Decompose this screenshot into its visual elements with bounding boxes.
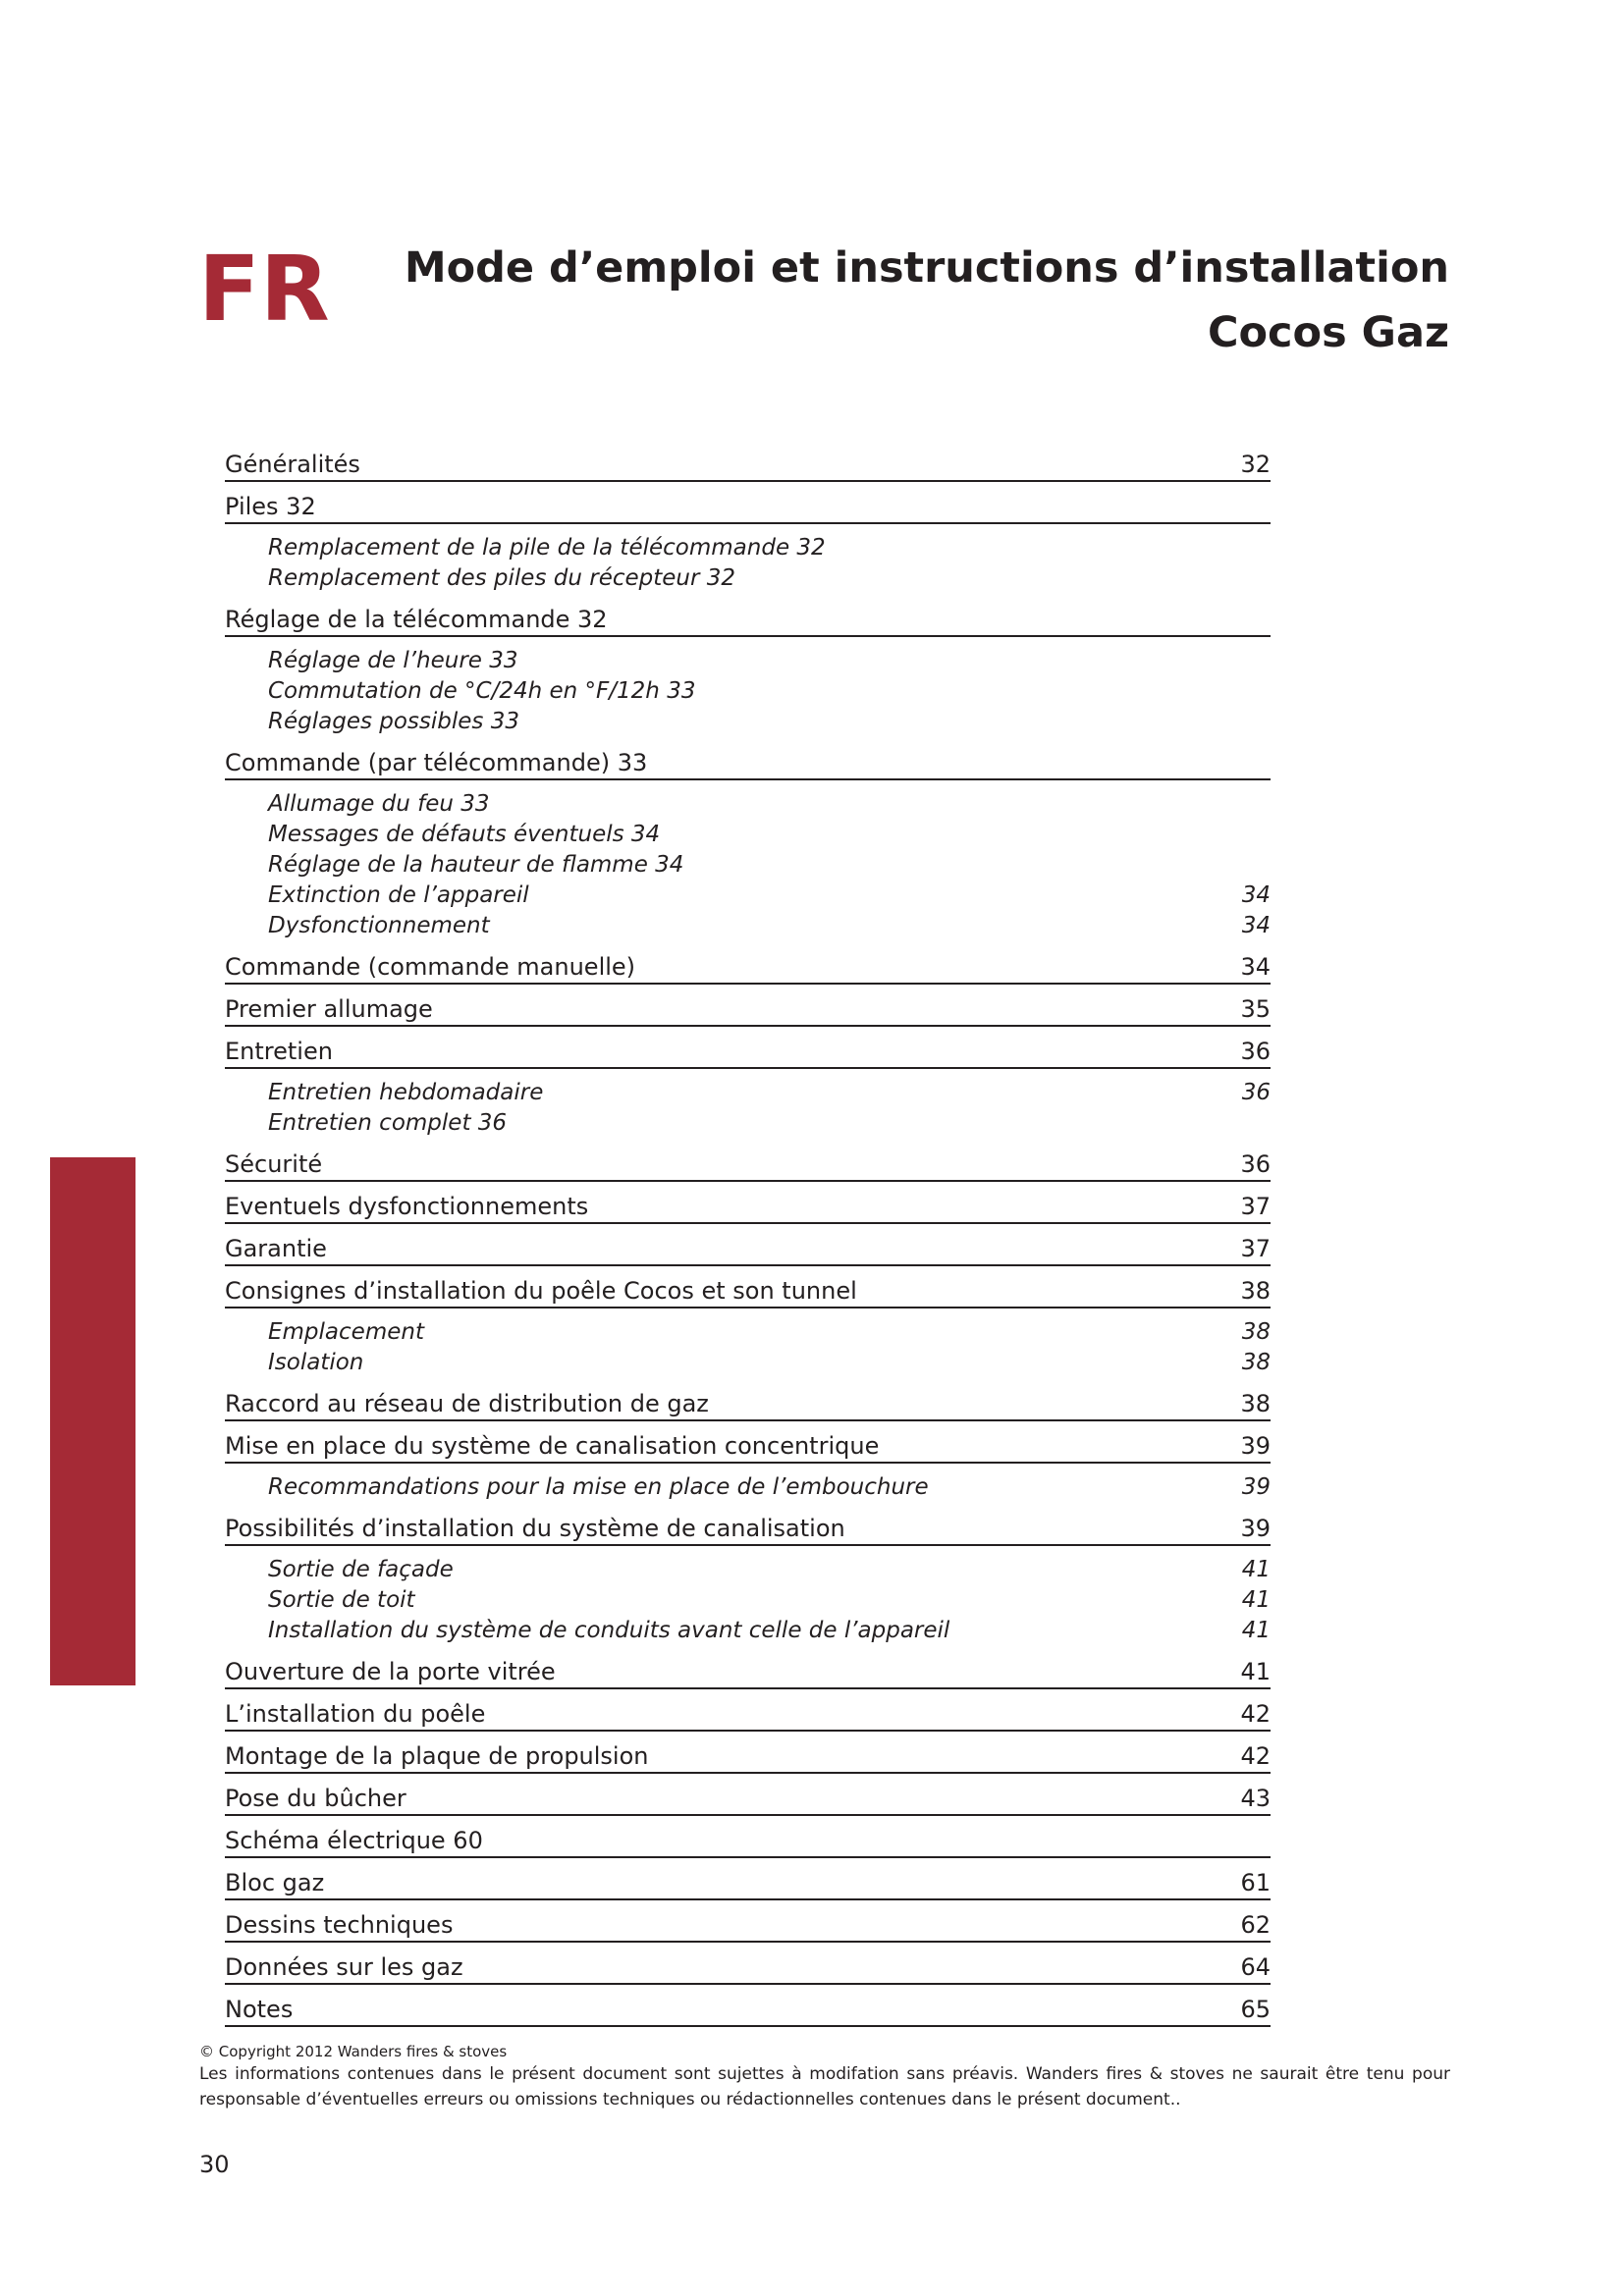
- toc-subentry-page: 34: [1241, 913, 1271, 938]
- toc-entry-page: 62: [1240, 1911, 1271, 1939]
- toc-entry-page: 38: [1240, 1390, 1271, 1417]
- document-title: [405, 236, 1449, 365]
- toc-entry-label: Eventuels dysfonctionnements: [225, 1193, 589, 1220]
- toc-entry[interactable]: [225, 740, 1271, 780]
- toc-subentry[interactable]: [225, 910, 1271, 940]
- toc-subentry-label: Dysfonctionnement: [268, 913, 490, 938]
- toc-subentry-label: Réglages possibles 33: [268, 709, 519, 734]
- copyright-notice: © Copyright 2012 Wanders fires & stoves: [199, 2043, 508, 2060]
- toc-entry-page: 41: [1240, 1658, 1271, 1685]
- toc-subentry[interactable]: [225, 849, 1271, 880]
- toc-entry-label: Pose du bûcher: [225, 1785, 406, 1812]
- toc-entry[interactable]: [225, 1860, 1271, 1900]
- toc-entry[interactable]: [225, 1987, 1271, 2027]
- toc-entry-page: 43: [1240, 1785, 1271, 1812]
- toc-entry[interactable]: [225, 944, 1271, 985]
- toc-entry-page: 42: [1240, 1742, 1271, 1770]
- toc-subsection-group: [225, 780, 1271, 942]
- toc-subentry-label: Commutation de °C/24h en °F/12h 33: [268, 678, 696, 704]
- table-of-contents: [225, 440, 1271, 2027]
- toc-entry-page: 42: [1240, 1700, 1271, 1728]
- toc-subentry-page: 38: [1241, 1319, 1271, 1345]
- toc-entry-page: 32: [1240, 451, 1271, 478]
- toc-subentry-label: Réglage de la hauteur de flamme 34: [268, 852, 684, 878]
- toc-subentry[interactable]: [225, 1107, 1271, 1138]
- toc-subentry-page: 39: [1241, 1474, 1271, 1500]
- toc-subentry-page: 36: [1241, 1080, 1271, 1105]
- toc-subsection-group: [225, 1546, 1271, 1647]
- toc-subentry[interactable]: [225, 675, 1271, 706]
- toc-subentry[interactable]: [225, 562, 1271, 593]
- toc-entry[interactable]: [225, 1691, 1271, 1732]
- toc-entry-label: Données sur les gaz: [225, 1953, 463, 1981]
- toc-subentry-label: Entretien hebdomadaire: [268, 1080, 544, 1105]
- toc-entry-label: Entretien: [225, 1038, 333, 1065]
- toc-entry-label: Ouverture de la porte vitrée: [225, 1658, 556, 1685]
- toc-subentry-label: Messages de défauts éventuels 34: [268, 822, 661, 847]
- toc-subentry-label: Remplacement des piles du récepteur 32: [268, 565, 736, 591]
- toc-subentry[interactable]: [225, 819, 1271, 849]
- toc-entry-page: 34: [1240, 953, 1271, 981]
- toc-entry-label: Consignes d’installation du poêle Cocos et son tunnel: [225, 1277, 857, 1305]
- toc-entry[interactable]: [225, 442, 1271, 482]
- footer: [199, 2042, 1450, 2112]
- toc-subentry-label: Emplacement: [268, 1319, 424, 1345]
- toc-subentry-page: 41: [1241, 1557, 1271, 1582]
- page-number: 30: [199, 2151, 230, 2178]
- toc-entry-label: Bloc gaz: [225, 1869, 325, 1896]
- toc-entry-label: Premier allumage: [225, 995, 433, 1023]
- toc-entry-label: Garantie: [225, 1235, 327, 1262]
- toc-subentry[interactable]: [225, 1471, 1271, 1502]
- toc-entry-label: Piles 32: [225, 493, 316, 520]
- toc-entry-page: 39: [1240, 1515, 1271, 1542]
- toc-subentry[interactable]: [225, 1554, 1271, 1584]
- toc-subentry-page: 34: [1241, 882, 1271, 908]
- toc-entry-label: Notes: [225, 1996, 294, 2023]
- toc-subentry[interactable]: [225, 1615, 1271, 1645]
- toc-entry-page: 64: [1240, 1953, 1271, 1981]
- toc-entry[interactable]: [225, 1226, 1271, 1266]
- toc-entry-page: 36: [1240, 1150, 1271, 1178]
- toc-subentry-label: Entretien complet 36: [268, 1110, 508, 1136]
- toc-entry[interactable]: [225, 484, 1271, 524]
- disclaimer-text: Les informations contenues dans le présent document sont sujettes à modifation sans préavis. Wanders fires & stoves ne saurait être tenu pour responsable d’éventuelles erreurs ou omissions techniques ou rédactionnelles contenues dans le présent document..: [199, 2064, 1450, 2109]
- toc-subentry-label: Isolation: [268, 1350, 364, 1375]
- toc-subentry-label: Installation du système de conduits avant celle de l’appareil: [268, 1618, 950, 1643]
- title-line-2: Cocos Gaz: [1207, 308, 1449, 357]
- toc-subentry[interactable]: [225, 645, 1271, 675]
- toc-subentry-page: 41: [1241, 1618, 1271, 1643]
- toc-subentry-label: Recommandations pour la mise en place de l’embouchure: [268, 1474, 929, 1500]
- toc-subentry[interactable]: [225, 1347, 1271, 1377]
- toc-entry[interactable]: [225, 1649, 1271, 1689]
- language-code: FR: [198, 237, 330, 342]
- toc-subentry-label: Allumage du feu 33: [268, 791, 490, 817]
- toc-subsection-group: [225, 637, 1271, 738]
- toc-entry[interactable]: [225, 1776, 1271, 1816]
- toc-entry[interactable]: [225, 1734, 1271, 1774]
- toc-entry[interactable]: [225, 1902, 1271, 1943]
- toc-entry-page: 36: [1240, 1038, 1271, 1065]
- toc-subentry[interactable]: [225, 880, 1271, 910]
- toc-entry[interactable]: [225, 1506, 1271, 1546]
- toc-subsection-group: [225, 1308, 1271, 1379]
- toc-entry-page: 38: [1240, 1277, 1271, 1305]
- toc-subentry[interactable]: [225, 1316, 1271, 1347]
- toc-subentry-page: 38: [1241, 1350, 1271, 1375]
- toc-entry-page: 39: [1240, 1432, 1271, 1460]
- toc-subentry[interactable]: [225, 788, 1271, 819]
- toc-subsection-group: [225, 524, 1271, 595]
- toc-entry[interactable]: [225, 1142, 1271, 1182]
- toc-entry[interactable]: [225, 1184, 1271, 1224]
- toc-subentry-label: Sortie de toit: [268, 1587, 415, 1613]
- toc-subentry-page: 41: [1241, 1587, 1271, 1613]
- toc-entry-label: Commande (commande manuelle): [225, 953, 636, 981]
- toc-entry-label: L’installation du poêle: [225, 1700, 486, 1728]
- toc-subentry[interactable]: [225, 1584, 1271, 1615]
- toc-entry-label: Mise en place du système de canalisation concentrique: [225, 1432, 880, 1460]
- toc-entry-label: Commande (par télécommande) 33: [225, 749, 648, 776]
- toc-subentry-label: Remplacement de la pile de la télécommande 32: [268, 535, 826, 561]
- toc-entry-label: Généralités: [225, 451, 360, 478]
- toc-entry-label: Possibilités d’installation du système de canalisation: [225, 1515, 845, 1542]
- toc-subentry[interactable]: [225, 706, 1271, 736]
- toc-subentry-label: Réglage de l’heure 33: [268, 648, 518, 673]
- toc-entry[interactable]: [225, 1945, 1271, 1985]
- toc-entry-page: 37: [1240, 1193, 1271, 1220]
- toc-subentry-label: Sortie de façade: [268, 1557, 454, 1582]
- toc-entry-label: Raccord au réseau de distribution de gaz: [225, 1390, 709, 1417]
- toc-subentry-label: Extinction de l’appareil: [268, 882, 529, 908]
- toc-entry[interactable]: [225, 1818, 1271, 1858]
- toc-entry-label: Schéma électrique 60: [225, 1827, 483, 1854]
- side-tab-bar: [50, 1157, 135, 1685]
- toc-entry-label: Réglage de la télécommande 32: [225, 606, 608, 633]
- toc-entry-label: Montage de la plaque de propulsion: [225, 1742, 649, 1770]
- toc-subentry[interactable]: [225, 1077, 1271, 1107]
- toc-subentry[interactable]: [225, 532, 1271, 562]
- toc-entry-label: Dessins techniques: [225, 1911, 454, 1939]
- toc-entry[interactable]: [225, 1381, 1271, 1421]
- toc-entry[interactable]: [225, 597, 1271, 637]
- toc-entry-page: 65: [1240, 1996, 1271, 2023]
- toc-entry-page: 35: [1240, 995, 1271, 1023]
- toc-entry-page: 61: [1240, 1869, 1271, 1896]
- toc-subsection-group: [225, 1464, 1271, 1504]
- toc-entry-page: 37: [1240, 1235, 1271, 1262]
- toc-entry[interactable]: [225, 1029, 1271, 1069]
- toc-entry-label: Sécurité: [225, 1150, 323, 1178]
- toc-entry[interactable]: [225, 1268, 1271, 1308]
- title-line-1: Mode d’emploi et instructions d’installation: [404, 243, 1449, 293]
- toc-subsection-group: [225, 1069, 1271, 1140]
- toc-entry[interactable]: [225, 987, 1271, 1027]
- toc-entry[interactable]: [225, 1423, 1271, 1464]
